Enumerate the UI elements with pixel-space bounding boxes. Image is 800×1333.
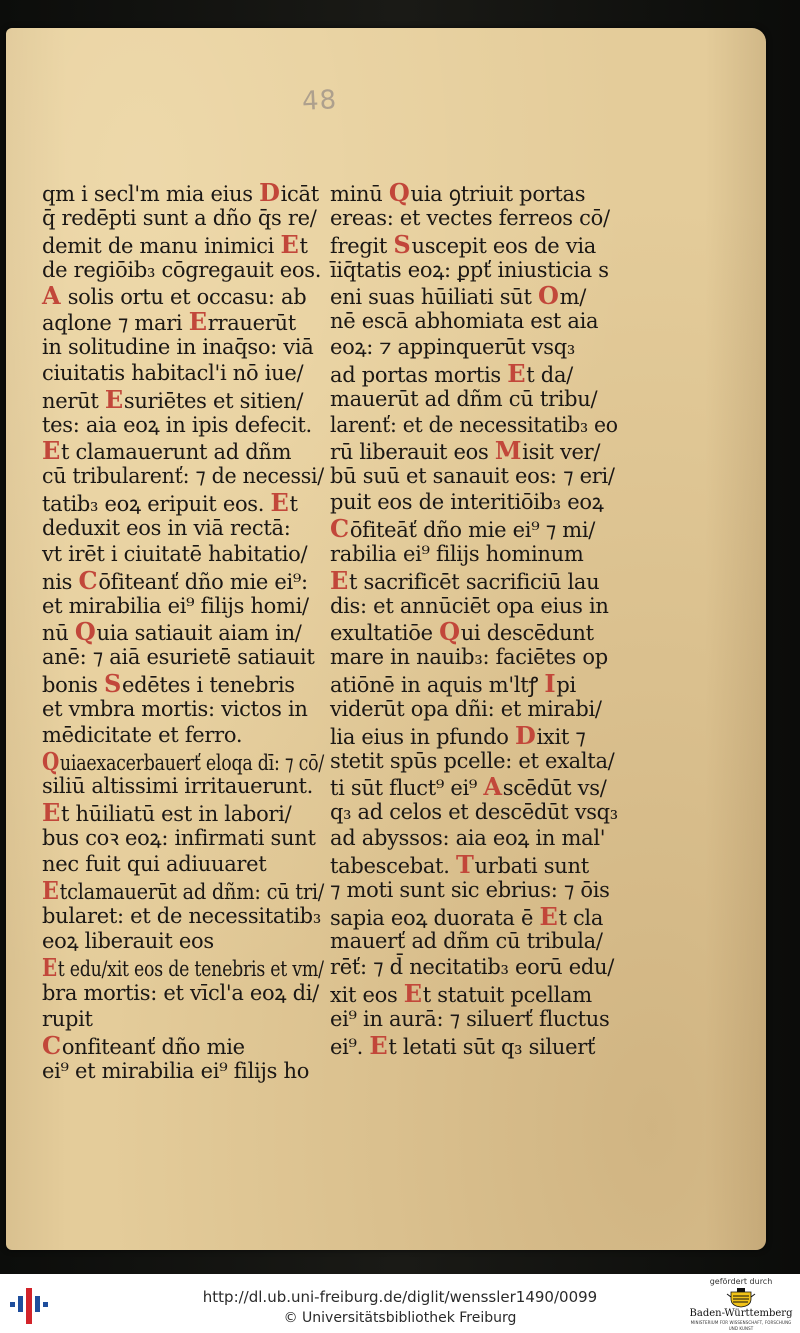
text-line	[330, 309, 618, 335]
text-segment: t	[299, 233, 308, 258]
text-line	[330, 438, 618, 464]
copyright-notice: © Universitätsbibliothek Freiburg	[283, 1310, 517, 1326]
rubric-initial: E	[104, 384, 123, 414]
text-line	[330, 849, 618, 879]
text-segment: solis ortu et occasu: ab	[61, 285, 307, 310]
text-segment: t statuit pcellam	[422, 983, 592, 1008]
text-segment: xit eos	[330, 983, 404, 1008]
text-segment: siliū altissimi irritauerunt.	[42, 774, 314, 799]
text-line	[42, 1059, 324, 1085]
text-segment: mauerūt ad dñm cū tribu/	[330, 386, 598, 411]
text-segment: pi	[556, 673, 576, 698]
text-segment: lia eius in pfundo	[330, 724, 515, 749]
rubric-initial: S	[103, 669, 122, 699]
text-segment: rū liberauit eos	[330, 440, 495, 465]
text-line	[330, 542, 618, 568]
rubric-initial: Q	[74, 617, 96, 647]
text-line	[42, 258, 324, 284]
rubric-initial: E	[539, 901, 558, 931]
text-segment: ti sūt fluct⁹ ei⁹	[330, 776, 484, 801]
text-line	[42, 542, 324, 568]
text-line	[330, 180, 618, 206]
text-segment: bra mortis: et vīcl'a eoꝝ di/	[42, 981, 319, 1006]
text-segment: scēdūt vs/	[502, 776, 607, 801]
rubric-initial: C	[330, 513, 349, 543]
text-line	[42, 929, 324, 955]
text-segment: qm i secl'm mia eius	[42, 182, 260, 206]
text-segment: mēdicitate et ferro.	[42, 722, 243, 747]
text-segment: uia ꝯtriuit portas	[410, 182, 586, 206]
text-line	[330, 258, 618, 284]
text-segment: in solitudine in inaq̄so: viā	[42, 335, 314, 360]
text-line	[42, 309, 324, 335]
text-line	[330, 878, 618, 904]
text-line	[42, 904, 324, 930]
text-line	[42, 361, 324, 387]
text-line	[330, 800, 617, 826]
text-segment: tabescebat.	[330, 853, 456, 878]
text-segment: īiq̄tatis eoꝝ: ꝑpť iniusticia s	[330, 257, 609, 282]
folio-number: 48	[301, 85, 338, 117]
text-segment: bū suū et sanauit eos: ⁊ eri/	[330, 464, 615, 489]
text-segment: de regiōib₃ cōgregauit eos.	[42, 257, 322, 282]
text-segment: nis	[42, 569, 79, 594]
rubric-initial: E	[188, 307, 207, 337]
text-segment: aqlone ⁊ mari	[42, 311, 189, 336]
left-text-column	[42, 180, 324, 1085]
text-line	[42, 826, 324, 852]
rubric-initial: E	[270, 488, 289, 518]
text-segment: mauerť ad dñm cū tribula/	[330, 929, 603, 954]
text-line	[330, 929, 618, 955]
text-segment: bularet: et de necessitatib₃	[42, 903, 321, 928]
text-segment: rrauerūt	[207, 311, 296, 336]
text-segment: nerūt	[42, 388, 105, 413]
text-segment: ei⁹.	[330, 1034, 370, 1059]
text-segment: ereas: et vectes ferreos cō/	[330, 205, 610, 230]
text-line	[330, 229, 618, 259]
text-segment: ⁊ moti sunt sic ebrius: ⁊ ōis	[330, 877, 610, 902]
text-segment: edētes i tenebris	[122, 673, 295, 698]
text-segment: ad portas mortis	[330, 362, 508, 387]
text-segment: larenť: et de necessitatib₃ eo	[330, 412, 618, 437]
text-line	[330, 955, 618, 981]
text-segment: ōfiteanť dño mie ei⁹:	[98, 569, 308, 594]
text-line	[330, 513, 618, 543]
text-line	[330, 387, 618, 413]
text-segment: deduxit eos in viā rectā:	[42, 515, 291, 540]
text-segment: t hūiliatū est in labori/	[61, 802, 292, 827]
rubric-initial: C	[42, 1030, 61, 1060]
text-line	[42, 565, 324, 595]
text-segment: puit eos de interitiōib₃ eoꝝ	[330, 490, 604, 515]
rubric-initial: E	[369, 1030, 388, 1060]
text-line	[330, 981, 618, 1007]
text-segment: t cla	[558, 905, 604, 930]
text-segment: clamauerūt ad dñm: cū tri/	[67, 879, 325, 904]
text-segment: ciuitatis habitacl'i nō iue/	[42, 360, 304, 385]
text-segment: suriētes et sitien/	[123, 388, 304, 413]
text-line	[330, 720, 618, 750]
rubric-initial: Q	[388, 178, 410, 207]
text-segment: vt irēt i ciuitatē habitatio/	[42, 541, 308, 566]
text-line	[42, 413, 324, 439]
text-segment: nē escā abhomiata est aia	[330, 309, 599, 334]
rubric-initial: E	[403, 979, 422, 1009]
text-segment: t letati sūt q₃ siluerť	[388, 1034, 596, 1059]
text-segment: q̄ redēpti sunt a dño q̄s re/	[42, 205, 317, 230]
text-segment: demit de manu inimici	[42, 233, 281, 258]
viewer-footer	[0, 1274, 800, 1333]
text-segment: viderūt opa dñi: et mirabi/	[330, 696, 602, 721]
text-line	[330, 565, 618, 595]
text-segment: m/	[559, 285, 586, 310]
rubric-initial: D	[259, 178, 280, 207]
sponsor-label: gefördert durch	[709, 1277, 773, 1286]
text-segment: sapia eoꝝ duorata ē	[330, 905, 540, 930]
text-segment: atiōnē in aquis m'ltꝭ	[330, 673, 545, 698]
text-segment: anē: ⁊ aiā esurietē satiauit	[42, 645, 315, 670]
text-segment: dis: et annūciēt opa eius in	[330, 593, 609, 618]
text-segment: bus coꝛ eoꝝ: infirmati sunt	[42, 826, 316, 851]
rubric-initial: E	[42, 875, 59, 905]
text-segment: isit ver/	[522, 440, 601, 465]
rubric-initial: T	[455, 849, 474, 879]
text-segment: ad abyssos: aia eoꝝ in mal'	[330, 826, 606, 851]
text-segment: cū tribularenť: ⁊ de necessi/	[42, 464, 324, 489]
text-line	[42, 723, 324, 749]
text-segment: rēť: ⁊ d̄ necitatib₃ eorū edu/	[330, 955, 615, 980]
text-line	[330, 619, 618, 645]
rubric-initial: A	[42, 281, 61, 311]
text-line	[42, 981, 324, 1007]
text-line	[42, 852, 324, 878]
text-segment: eni suas hūiliati sūt	[330, 285, 538, 310]
rubric-initial: Q	[42, 746, 60, 776]
text-line	[330, 671, 618, 697]
text-line	[330, 645, 618, 671]
text-line	[330, 464, 618, 490]
rubric-initial: E	[42, 953, 57, 983]
state-crest-icon	[726, 1288, 756, 1308]
text-line	[330, 206, 618, 232]
text-line	[42, 619, 324, 645]
text-segment: ōfiteāť dño mie ei⁹ ⁊ mi/	[349, 517, 596, 542]
text-segment: stetit spūs pcelle: et exalta/	[330, 748, 615, 773]
text-line	[42, 774, 324, 800]
text-line	[42, 384, 324, 414]
text-segment: onfiteanť dño mie	[61, 1034, 245, 1059]
text-segment: t sacrificēt sacrificiū lau	[349, 569, 600, 594]
text-segment: rabilia ei⁹ filijs hominum	[330, 541, 584, 566]
text-line	[42, 490, 324, 516]
text-segment: nec fuit qui adiuuaret	[42, 851, 267, 876]
manuscript-page	[6, 28, 766, 1250]
text-line	[330, 594, 618, 620]
text-line	[330, 335, 618, 361]
text-segment: t	[289, 492, 298, 517]
text-line	[42, 645, 324, 671]
text-segment: rupit	[42, 1007, 93, 1031]
text-segment: uscepit eos de via	[411, 233, 597, 258]
rubric-initial: E	[507, 358, 526, 388]
text-line	[42, 438, 324, 464]
text-line	[330, 283, 618, 309]
text-line	[42, 1030, 324, 1060]
text-segment: fregit	[330, 233, 394, 258]
right-text-column	[330, 180, 618, 1059]
text-line	[42, 671, 324, 697]
rubric-initial: O	[537, 281, 559, 311]
text-line	[42, 953, 324, 983]
text-segment: ei⁹ in aurā: ⁊ siluerť fluctus	[330, 1007, 610, 1031]
text-line	[330, 490, 618, 516]
text-segment: ei⁹ et mirabilia ei⁹ filijs ho	[42, 1058, 310, 1083]
text-segment: uia satiauit aiam in/	[96, 621, 302, 646]
text-segment: exacerbauerť eloqa dī: ⁊ cō/	[86, 750, 324, 775]
text-line	[42, 697, 324, 723]
text-segment: icāt	[280, 182, 319, 206]
text-segment: mare in nauib₃: faciētes op	[330, 645, 608, 670]
text-segment: et mirabilia ei⁹ filijs homi/	[42, 593, 309, 618]
text-line	[330, 901, 618, 931]
text-segment: t clamauerunt ad dñm	[61, 440, 292, 465]
rubric-initial: I	[544, 669, 556, 699]
sponsor-badge	[686, 1277, 796, 1331]
text-segment: tes: aia eoꝝ in ipis defecit.	[42, 412, 312, 437]
text-line	[42, 464, 324, 490]
rubric-initial: E	[42, 436, 60, 466]
text-segment: xit eos de tenebris et vm/	[107, 957, 324, 982]
text-line	[42, 206, 324, 232]
text-segment: et vmbra mortis: victos in	[42, 696, 308, 721]
text-segment: q₃ ad celos et descēdūt vsq₃	[330, 800, 618, 825]
text-line	[42, 516, 324, 542]
text-line	[330, 749, 618, 775]
text-segment: ixit ⁊	[536, 724, 586, 749]
sponsor-ministry: MINISTERIUM FÜR WISSENSCHAFT, FORSCHUNG UND KUNST	[690, 1320, 792, 1331]
text-segment: minū	[330, 182, 389, 206]
text-line	[42, 746, 324, 776]
rubric-initial: E	[330, 565, 348, 595]
sponsor-name: Baden-Württemberg	[689, 1308, 793, 1319]
text-line	[330, 412, 618, 439]
permalink-url-text: http://dl.ub.uni-freiburg.de/diglit/wenssler1490/0099	[202, 1288, 598, 1306]
text-line	[330, 774, 618, 800]
rubric-initial: M	[494, 436, 522, 466]
text-line	[42, 594, 324, 620]
rubric-initial: E	[280, 229, 299, 259]
text-line	[42, 283, 324, 309]
text-line	[42, 180, 324, 206]
text-line	[42, 335, 324, 361]
text-line	[42, 800, 324, 826]
text-line	[42, 1007, 324, 1033]
rubric-initial: S	[393, 229, 411, 259]
text-line	[42, 875, 325, 905]
text-segment: nū	[42, 621, 75, 646]
text-segment: t da/	[526, 362, 573, 387]
text-segment: bonis	[42, 673, 104, 698]
text-line	[330, 826, 618, 852]
text-line	[330, 1030, 618, 1060]
text-line	[330, 358, 618, 388]
text-segment: tatib₃ eoꝝ eripuit eos.	[42, 492, 271, 517]
text-line	[330, 697, 618, 723]
text-segment: urbati sunt	[474, 853, 589, 878]
text-segment: ui descēdunt	[460, 621, 594, 646]
text-segment: eoꝝ: ⁊ appinquerūt vsq₃	[330, 335, 575, 360]
text-segment: uia	[59, 750, 87, 775]
text-segment: eoꝝ liberauit eos	[42, 929, 214, 954]
rubric-initial: A	[483, 772, 502, 802]
text-segment: t edu/	[57, 957, 108, 982]
rubric-initial: D	[515, 720, 536, 750]
rubric-initial: Q	[439, 617, 460, 647]
rubric-initial: E	[42, 798, 60, 828]
text-segment: exultatiōe	[330, 621, 440, 646]
text-line	[42, 229, 324, 259]
text-segment: t	[59, 879, 68, 904]
text-line	[330, 1007, 618, 1033]
rubric-initial: C	[78, 565, 98, 595]
